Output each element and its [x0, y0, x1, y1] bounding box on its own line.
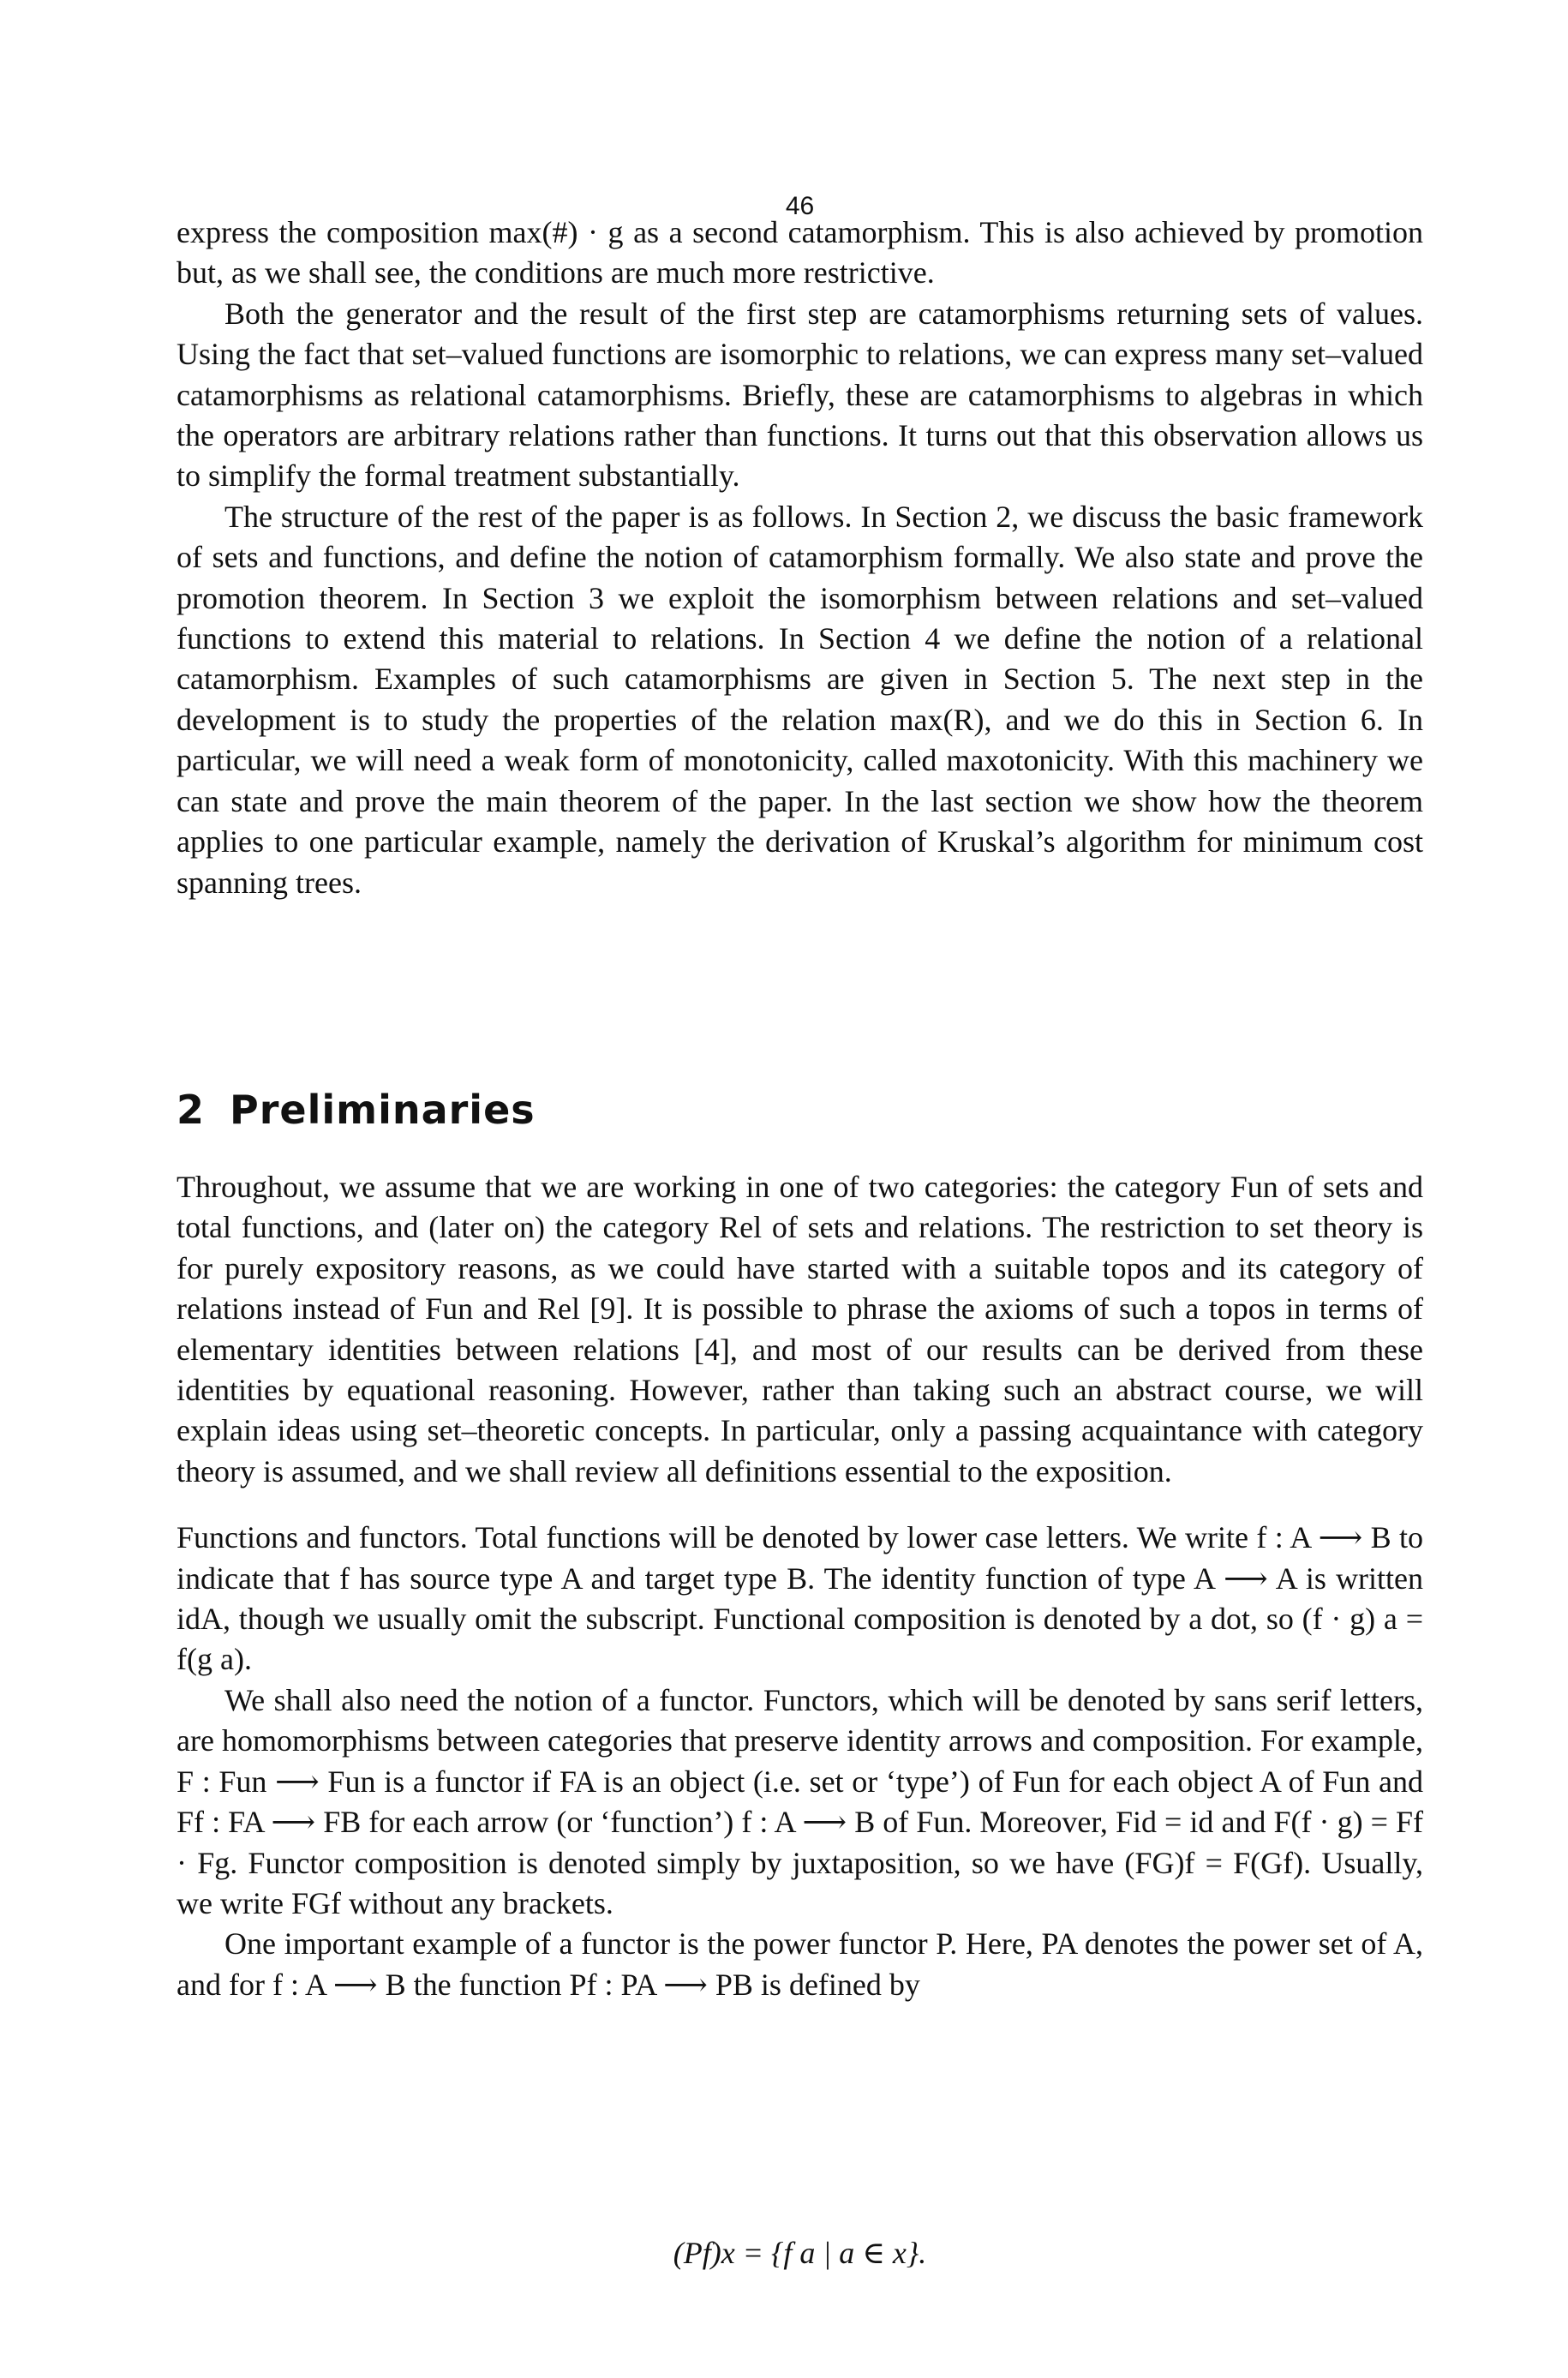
- page-number: 46: [785, 192, 815, 220]
- body-paragraph-1: Throughout, we assume that we are working in one of two categories: the category Fun of sets and total functions, and (later on) the category Rel of sets and relations. The restriction to set theory is for purely expository reasons, as we could have started with a suitable topos and its category of relations instead of Fun and Rel [9]. It is possible to phrase the axioms of such a topos in terms of elementary identities between relations [4], and most of our results can be derived from these identities by equational reasoning. However, rather than taking such an abstract course, we will explain ideas using set–theoretic concepts. In particular, only a passing acquaintance with category theory is assumed, and we shall review all definitions essential to the exposition.: [177, 1170, 1423, 1488]
- section-number: 2: [177, 1087, 206, 1133]
- power-functor-formula: [177, 2235, 1423, 2271]
- section-body: [177, 1167, 1423, 2005]
- body-paragraph-2: Functions and functors. Total functions will be denoted by lower case letters. We write f : A ⟶ B to indicate that f has source type A and target type B. The identity function of type A ⟶ A is written idA, though we usually omit the subscript. Functional composition is denoted by a dot, so (f · g) a = f(g a).: [177, 1520, 1423, 1677]
- intro-paragraph-1: express the composition max(#) · g as a second catamorphism. This is also achieved by promotion but, as we shall see, the conditions are much more restrictive.: [177, 215, 1423, 291]
- body-paragraph-3: We shall also need the notion of a functor. Functors, which will be denoted by sans serif letters, are homomorphisms between categories that preserve identity arrows and composition. For example, F : Fun ⟶ Fun is a functor if FA is an object (i.e. set or ‘type’) of Fun for each object A of Fun and Ff : FA ⟶ FB for each arrow (or ‘function’) f : A ⟶ B of Fun. Moreover, Fid = id and F(f · g) = Ff · Fg. Functor composition is denoted simply by juxtaposition, so we have (FG)f = F(Gf). Usually, we write FGf without any brackets.: [177, 1682, 1423, 1920]
- section-title: Preliminaries: [230, 1087, 536, 1133]
- formula-text: (Pf)x = {f a | a ∈ x}.: [673, 2236, 927, 2270]
- section-heading: [177, 1087, 1423, 1133]
- intro-text: [177, 213, 1423, 903]
- intro-paragraph-2: Both the generator and the result of the first step are catamorphisms returning sets of values. Using the fact that set–valued functions are isomorphic to relations, we can express many set–valued catamorphisms as relational catamorphisms. Briefly, these are catamorphisms to algebras in which the operators are arbitrary relations rather than functions. It turns out that this observation allows us to simplify the formal treatment substantially.: [177, 296, 1423, 494]
- body-paragraph-4: One important example of a functor is the power functor P. Here, PA denotes the power set of A, and for f : A ⟶ B the function Pf : PA ⟶ PB is defined by: [177, 1926, 1423, 2002]
- intro-paragraph-3: The structure of the rest of the paper is as follows. In Section 2, we discuss the basic framework of sets and functions, and define the notion of catamorphism formally. We also state and prove the promotion theorem. In Section 3 we exploit the isomorphism between relations and set–valued functions to extend this material to relations. In Section 4 we define the notion of a relational catamorphism. Examples of such catamorphisms are given in Section 5. The next step in the development is to study the properties of the relation max(R), and we do this in Section 6. In particular, we will need a weak form of monotonicity, called maxotonicity. With this machinery we can state and prove the main theorem of the paper. In the last section we show how the theorem applies to one particular example, namely the derivation of Kruskal’s algorithm for minimum cost spanning trees.: [177, 499, 1423, 900]
